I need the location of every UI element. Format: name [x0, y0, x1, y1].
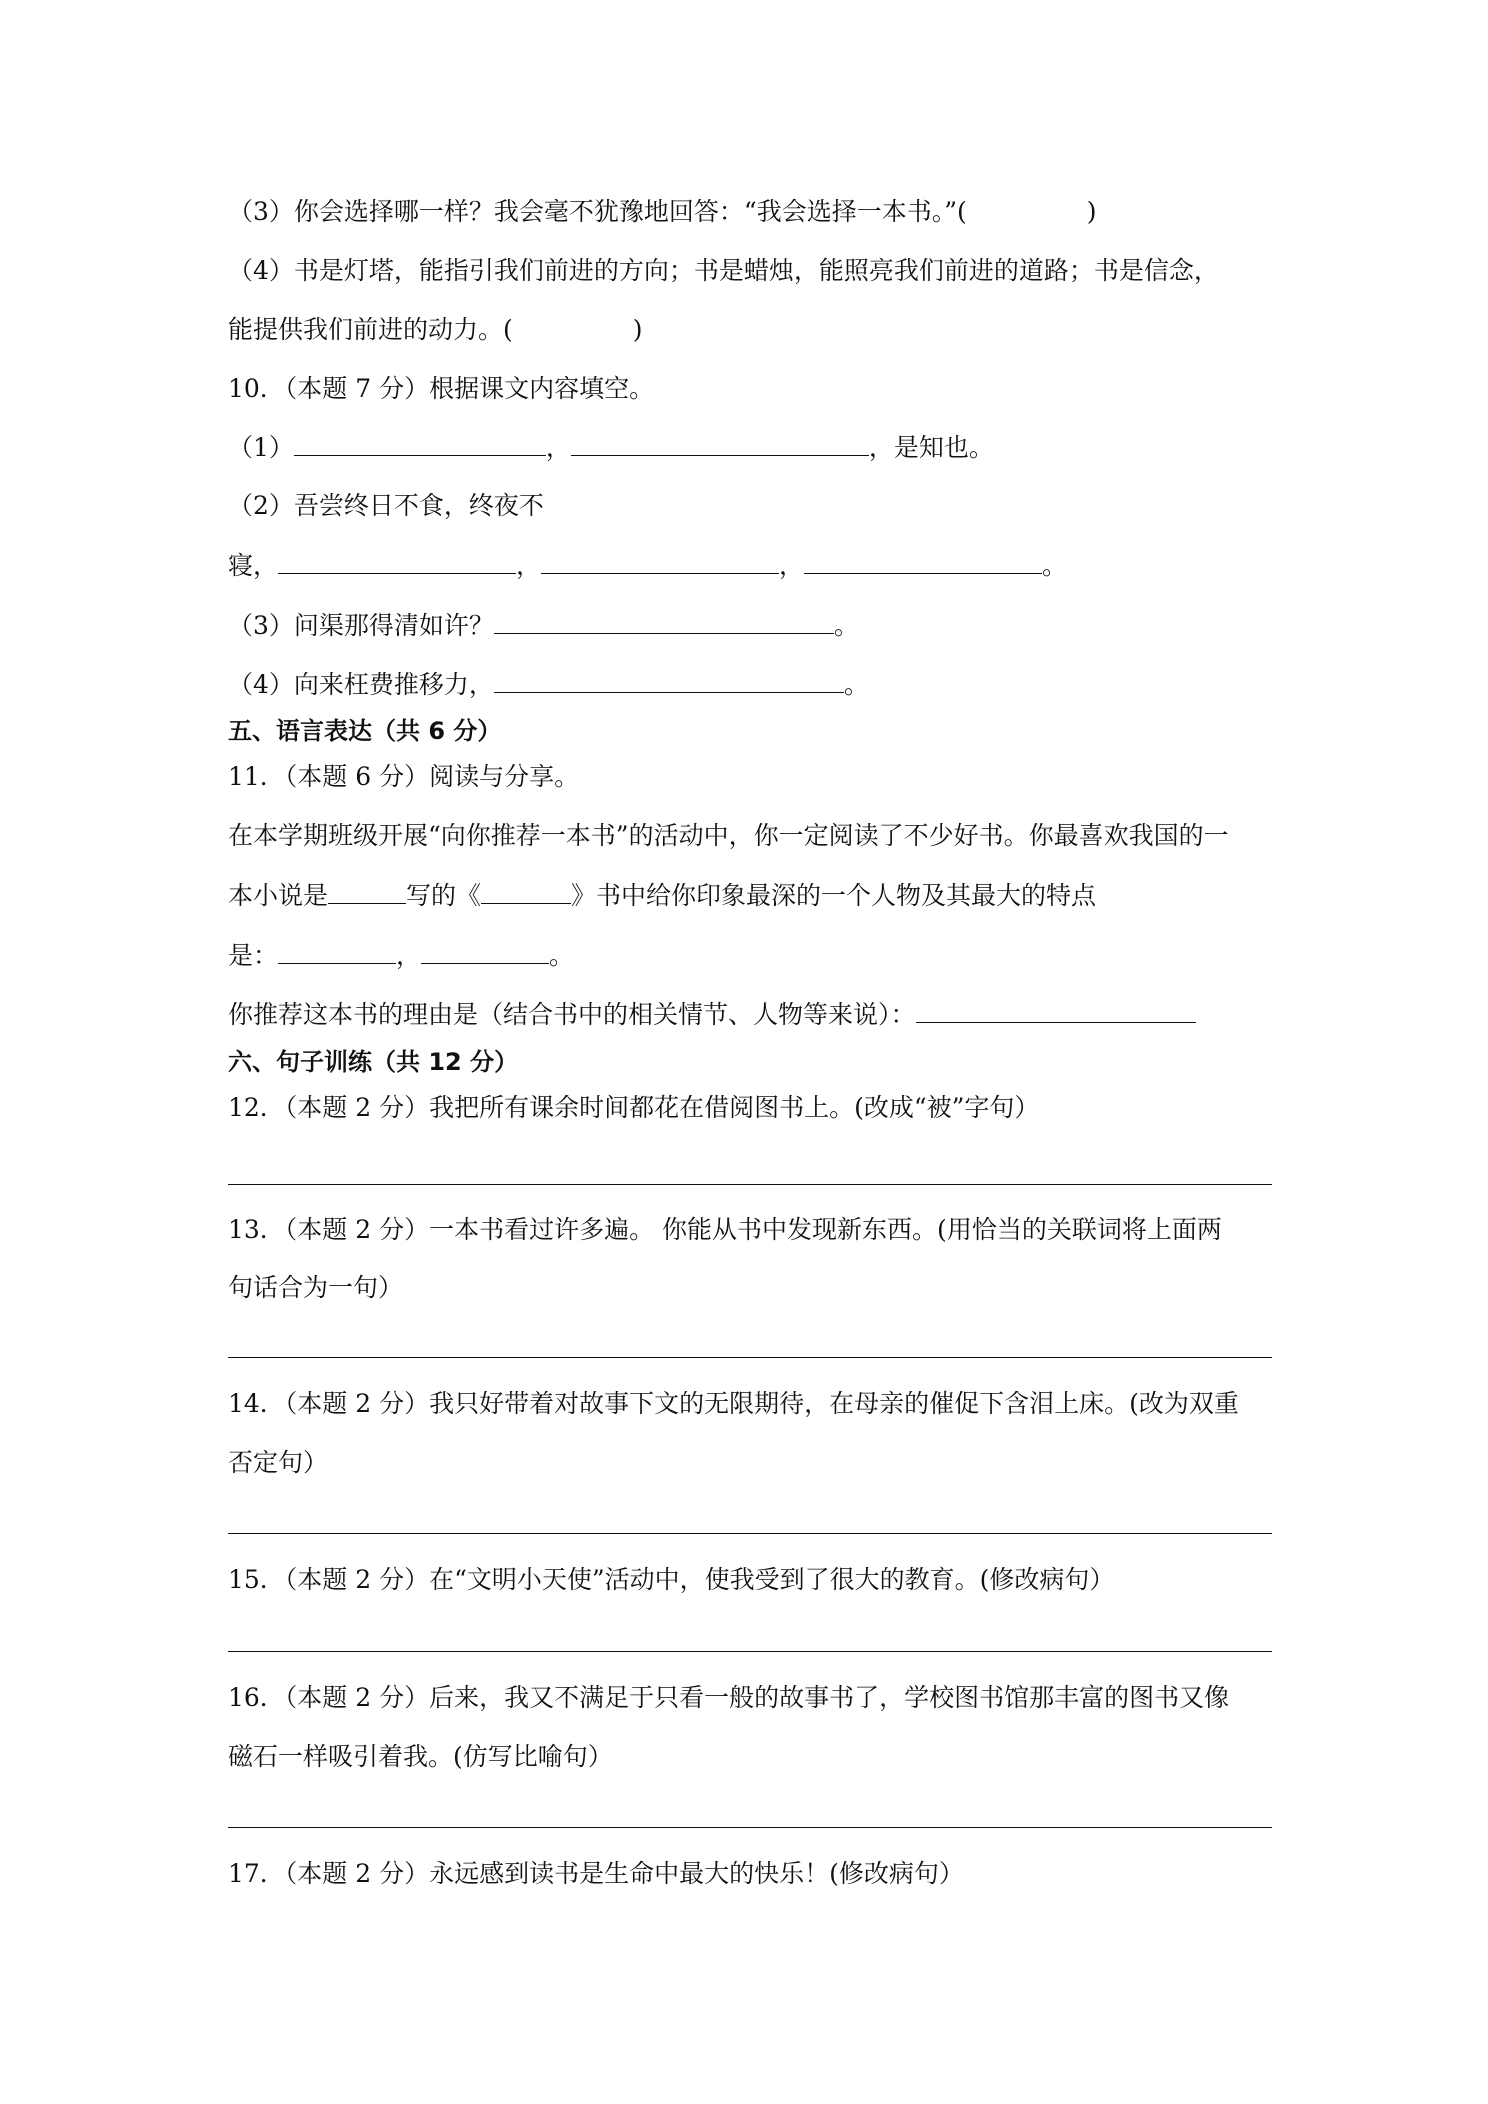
q9-item3-close: ) [1086, 197, 1097, 226]
q11-line2-c: 》书中给你印象最深的一个人物及其最大的特点 [571, 881, 1097, 910]
q13-line1: 13．（本题 2 分）一本书看过许多遍。 你能从书中发现新东西。(用恰当的关联词将上面两 [228, 1215, 1222, 1244]
q13-line2: 句话合为一句） [228, 1273, 404, 1302]
q12-answer-line[interactable] [228, 1184, 1272, 1185]
q10-item3-blank[interactable] [494, 609, 834, 634]
q11-title: 11．（本题 6 分）阅读与分享。 [228, 762, 580, 791]
q11-line3-b: ， [396, 941, 422, 970]
q10-item2-prefix: 寝， [228, 551, 279, 580]
q9-item3-text: （3）你会选择哪一样？我会毫不犹豫地回答：“我会选择一本书。”( [228, 197, 967, 226]
q10-item1-sep: ， [545, 433, 571, 462]
section5-heading: 五、语言表达（共 6 分） [228, 717, 502, 745]
q12-text: 12．（本题 2 分）我把所有课余时间都花在借阅图书上。(改成“被”字句） [228, 1093, 1040, 1122]
q15-text: 15．（本题 2 分）在“文明小天使”活动中，使我受到了很大的教育。(修改病句） [228, 1565, 1115, 1594]
q9-item4-text: 能提供我们前进的动力。( [228, 315, 513, 344]
q11-line2-a: 本小说是 [228, 881, 329, 910]
q9-item3 [228, 196, 1097, 228]
q10-item1-prefix: （1） [228, 433, 294, 462]
q11-line3 [228, 939, 574, 972]
q11-line4-text: 你推荐这本书的理由是（结合书中的相关情节、人物等来说）： [228, 1000, 916, 1029]
q11-reason-blank[interactable] [916, 998, 1196, 1023]
q10-title: 10．（本题 7 分）根据课文内容填空。 [228, 374, 655, 403]
q15-answer-line[interactable] [228, 1651, 1272, 1652]
q11-book-blank[interactable] [481, 879, 571, 904]
q9-item4-line1: （4）书是灯塔，能指引我们前进的方向；书是蜡烛，能照亮我们前进的道路；书是信念， [228, 256, 1219, 285]
q16-line2: 磁石一样吸引着我。(仿写比喻句） [228, 1742, 613, 1771]
q11-line1: 在本学期班级开展“向你推荐一本书”的活动中，你一定阅读了不少好书。你最喜欢我国的一 [228, 821, 1229, 850]
q10-item4-end: 。 [843, 670, 869, 699]
q10-item1-blank-a[interactable] [294, 431, 546, 456]
q14-line1: 14．（本题 2 分）我只好带着对故事下文的无限期待，在母亲的催促下含泪上床。(改为双重 [228, 1389, 1239, 1418]
q10-item4 [228, 668, 869, 701]
q11-character-blank[interactable] [278, 939, 396, 964]
q10-item2-end: 。 [1042, 551, 1068, 580]
q10-item2-blank-b[interactable] [541, 549, 779, 574]
q10-item4-prefix: （4）向来枉费推移力， [228, 670, 494, 699]
q11-line2-b: 写的《 [406, 881, 482, 910]
q10-item1-suffix: ，是知也。 [868, 433, 994, 462]
q10-item4-blank[interactable] [494, 668, 844, 693]
q13-answer-line[interactable] [228, 1357, 1272, 1358]
q16-line1: 16．（本题 2 分）后来，我又不满足于只看一般的故事书了，学校图书馆那丰富的图书又像 [228, 1683, 1230, 1712]
q11-line3-a: 是： [228, 941, 279, 970]
q11-line2 [228, 879, 1096, 912]
q10-item2-blank-a[interactable] [278, 549, 516, 574]
q10-item2-sep-a: ， [516, 551, 542, 580]
q9-item4-line2 [228, 314, 643, 346]
q10-item1 [228, 431, 994, 464]
q10-item3-prefix: （3）问渠那得清如许？ [228, 611, 494, 640]
q11-trait-blank[interactable] [421, 939, 549, 964]
q11-line3-c: 。 [549, 941, 575, 970]
q14-line2: 否定句） [228, 1448, 329, 1477]
q10-item3 [228, 609, 859, 642]
q10-item2-line1: （2）吾尝终日不食，终夜不 [228, 491, 544, 520]
q10-item2-blank-c[interactable] [804, 549, 1042, 574]
q11-author-blank[interactable] [328, 879, 406, 904]
q10-item1-blank-b[interactable] [571, 431, 869, 456]
section6-heading: 六、句子训练（共 12 分） [228, 1048, 519, 1076]
q17-text: 17．（本题 2 分）永远感到读书是生命中最大的快乐！(修改病句） [228, 1859, 964, 1888]
q9-item4-close: ) [632, 315, 643, 344]
q10-item3-end: 。 [833, 611, 859, 640]
q11-line4 [228, 998, 1196, 1031]
q10-item2-line2 [228, 549, 1067, 582]
q10-item2-sep-b: ， [779, 551, 805, 580]
q16-answer-line[interactable] [228, 1827, 1272, 1828]
q14-answer-line[interactable] [228, 1533, 1272, 1534]
